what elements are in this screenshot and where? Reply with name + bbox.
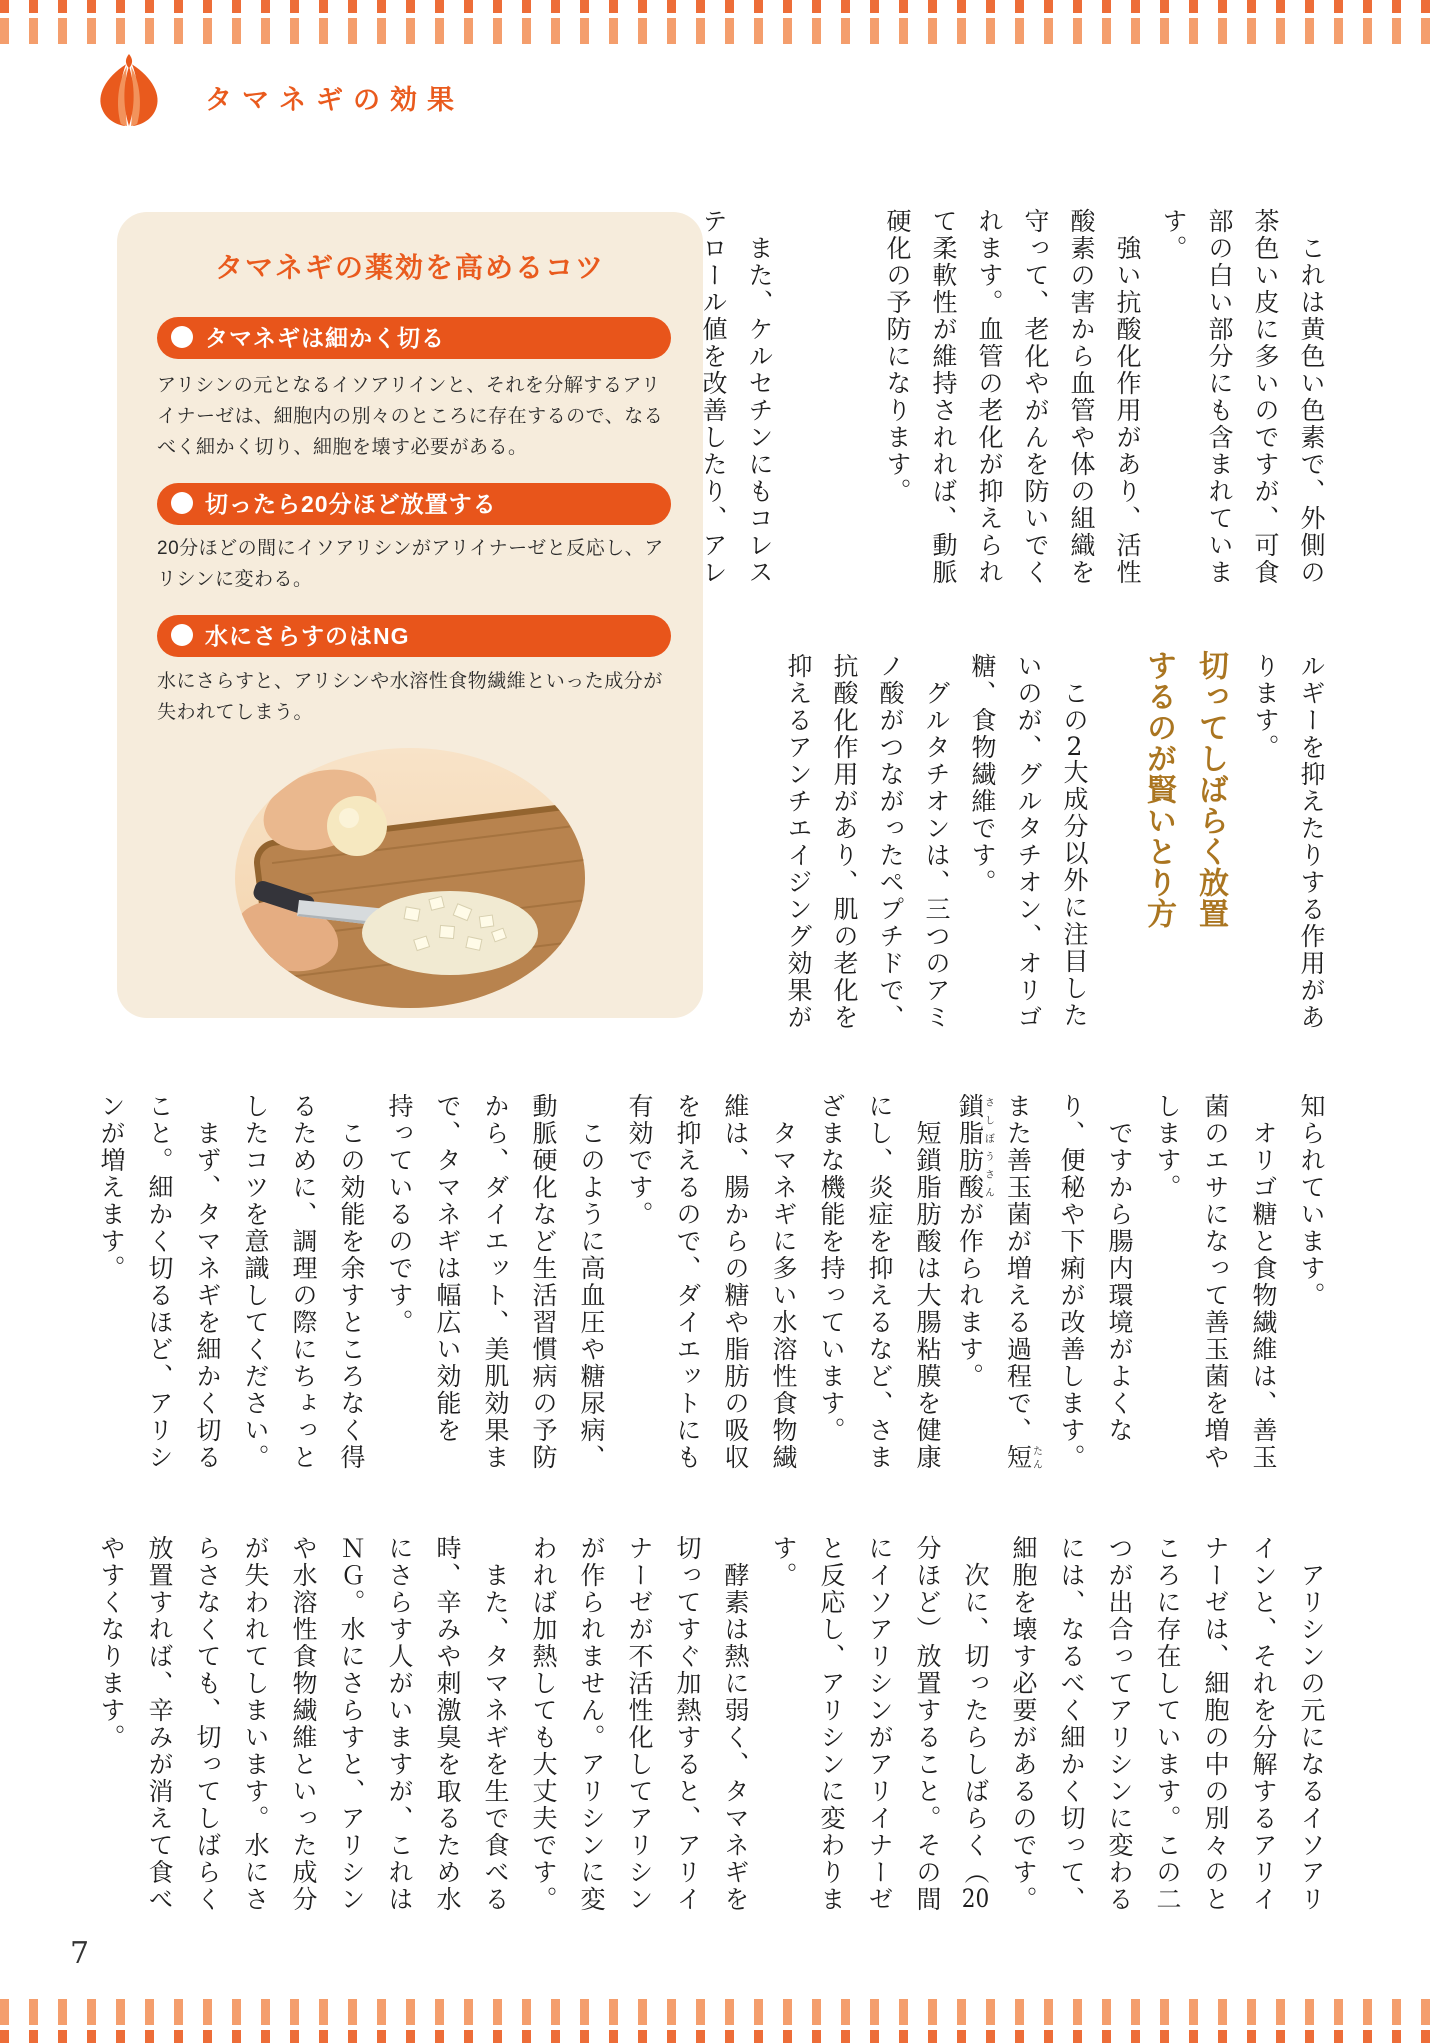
article-column-block-2-tail: ルギーを抑えたりする作用があ ります。	[1251, 653, 1326, 1031]
article-column-block-4: アリシンの元になるイソアリ インと、それを分解するアリイ ナーゼは、細胞の中の別々のと ころに存在しています。この二 つが出合ってアリシンに変わる には、なるべく細かく切って、 細胞を壊す必要があるのです。 次に、切ったらしばらく（20 分ほど）放置すること。その間 にイソアリシンがアリイナーゼ と反応し、アリシンに変わりま す。 酵素は熱に弱く、タマネギを 切ってすぐ加熱すると、アリイ ナーゼが不活性化してアリシン が作られません。アリシンに変 われば加熱しても大丈夫です。 また、タマネギを生で食べる 時、辛みや刺激臭を取るため水 にさらす人がいますが、これは ＮＧ。水にさらすと、アリシン や水溶性食物繊維といった成分 が失われてしまいます。水にさ らさなくても、切ってしばらく 放置すれば、辛みが消えて食べ やすくなります。	[97, 1535, 1326, 1913]
tip-body-cut-finely: アリシンの元となるイソアリインと、それを分解するアリイナーゼは、細胞内の別々のところに存在するので、なるべく細かく切り、細胞を壊す必要がある。	[157, 375, 664, 458]
tip-heading-cut-finely	[157, 317, 671, 359]
top-border-stripes-outer	[0, 0, 1445, 13]
page-title: タマネギの効果	[205, 85, 464, 115]
onion-logo-icon	[92, 52, 166, 128]
tips-box-title: タマネギの薬効を高めるコツ	[214, 252, 605, 283]
tip-heading-label: タマネギは細かく切る	[205, 325, 445, 351]
bullet-icon	[171, 624, 193, 646]
tip-heading-rest-20min	[157, 483, 671, 525]
section-heading: 切ってしばらく放置 するのが賢いとり方	[1142, 650, 1227, 929]
article-column-block-2-body: この2大成分以外に注目した いのが、グルタチオン、オリゴ 糖、食物繊維です。 グルタチオンは、三つのアミ ノ酸がつながったペプチドで、 抗酸化作用があり、肌の老化を 抑えるアンチエイジング効果が	[784, 653, 1089, 1031]
bottom-border-stripes-outer	[0, 2030, 1445, 2043]
article-column-block-1: これは黄色い色素で、外側の 茶色い皮に多いのですが、可食 部の白い部分にも含まれていま す。 強い抗酸化作用があり、活性 酸素の害から血管や体の組織を 守って、老化やがんを防いでく れます。血管の老化が抑えられ て柔軟性が維持されれば、動脈 硬化の予防になります。 また、ケルセチンにもコレス テロール値を改善したり、アレ	[699, 208, 1326, 586]
tip-body-rest-20min: 20分ほどの間にイソアリシンがアリイナーゼと反応し、アリシンに変わる。	[157, 538, 664, 590]
bullet-icon	[171, 492, 193, 514]
top-border-stripes-inner	[0, 18, 1445, 44]
tip-heading-label: 水にさらすのはNG	[205, 623, 410, 649]
bullet-icon	[171, 326, 193, 348]
cutting-onion-photo	[235, 748, 585, 1008]
tip-heading-label: 切ったら20分ほど放置する	[205, 491, 497, 517]
article-column-block-3: 知られています。 オリゴ糖と食物繊維は、善玉 菌のエサになって善玉菌を増や します。 ですから腸内環境がよくな り、便秘や下痢が改善します。 また善玉菌が増える過程で、短たん 鎖脂肪酸さしぼうさんが作られます。 短鎖脂肪酸は大腸粘膜を健康 にし、炎症を抑えるなど、さま ざまな機能を持っています。 タマネギに多い水溶性食物繊 維は、腸からの糖や脂肪の吸収 を抑えるので、ダイエットにも 有効です。 このように高血圧や糖尿病、 動脈硬化など生活習慣病の予防 から、ダイエット、美肌効果ま で、タマネギは幅広い効能を 持っているのです。 この効能を余すところなく得 るために、調理の際にちょっと したコツを意識してください。 まず、タマネギを細かく切る こと。細かく切るほど、アリシ ンが増えます。	[97, 1093, 1326, 1471]
page-number: 7	[70, 1936, 90, 1971]
tip-heading-no-water	[157, 615, 671, 657]
bottom-border-stripes-inner	[0, 1999, 1445, 2025]
tips-box	[117, 212, 703, 1018]
tip-body-no-water: 水にさらすと、アリシンや水溶性食物繊維といった成分が失われてしまう。	[157, 671, 663, 723]
